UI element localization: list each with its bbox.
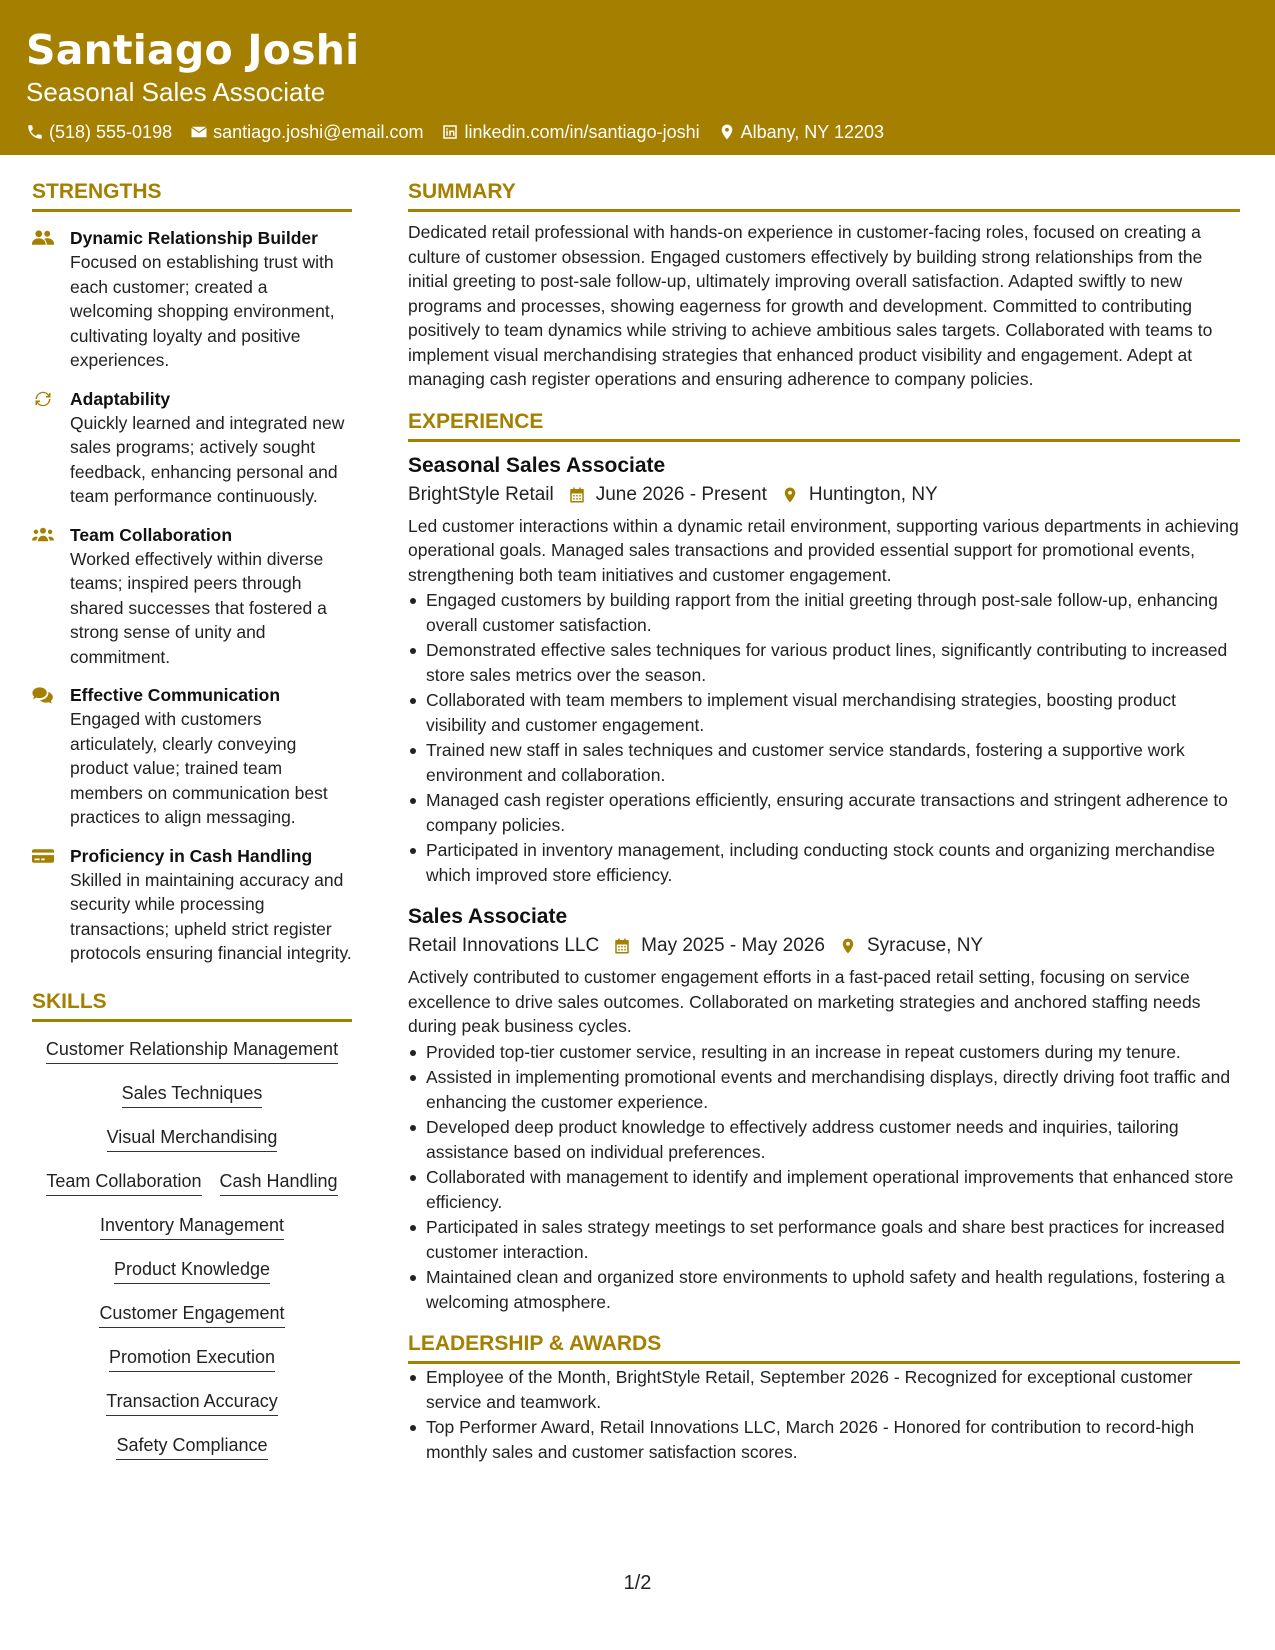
- strength-title: Team Collaboration: [70, 524, 233, 545]
- job-title: Sales Associate: [408, 905, 568, 928]
- job-dates: June 2026 - Present: [595, 483, 767, 505]
- candidate-title: Seasonal Sales Associate: [26, 77, 326, 107]
- location-icon: [781, 486, 799, 504]
- strength-title: Effective Communication: [70, 685, 281, 705]
- contact-bar: [26, 120, 1249, 144]
- job-bullet: Assisted in implementing promotional events and merchandising displays, directly driving foot traffic and enhancing the customer experience.: [408, 1065, 1240, 1114]
- skill-tag: Sales Techniques: [122, 1081, 263, 1108]
- strength-item: [32, 523, 352, 670]
- left-column: [32, 178, 352, 1470]
- job-entry: [408, 452, 1240, 888]
- chat-icon: [32, 686, 54, 704]
- skills-heading: SKILLS: [32, 988, 352, 1022]
- skill-tag: Transaction Accuracy: [106, 1389, 277, 1416]
- job-description: Led customer interactions within a dynamic retail environment, supporting various departments in achieving operational goals. Managed sales transactions and provided essential support for promotional events, strengthening both team initiatives and customer engagement.: [408, 515, 1239, 585]
- phone-icon: [26, 123, 44, 141]
- awards-section: [408, 1330, 1240, 1464]
- strength-item: [32, 226, 352, 373]
- job-location: Syracuse, NY: [866, 935, 984, 956]
- strength-desc: Engaged with customers articulately, clearly conveying product value; trained team members on communication best practices to align messaging.: [70, 709, 328, 827]
- job-meta: [408, 933, 1240, 959]
- skill-tag: Customer Engagement: [99, 1301, 284, 1328]
- candidate-name: Santiago Joshi: [26, 26, 360, 74]
- job-title: Seasonal Sales Associate: [408, 453, 666, 477]
- strength-item: [32, 683, 352, 830]
- location-icon: [839, 937, 857, 955]
- awards-heading: LEADERSHIP & AWARDS: [408, 1330, 1240, 1364]
- linkedin-icon: [441, 123, 459, 141]
- strength-title: Dynamic Relationship Builder: [70, 228, 318, 248]
- job-bullet: Managed cash register operations efficiently, ensuring accurate transactions and stringent adherence to company policies.: [408, 788, 1240, 837]
- location-icon: [718, 123, 736, 141]
- experience-section: [408, 408, 1240, 1315]
- skills-section: [32, 988, 352, 1470]
- calendar-icon: [568, 486, 586, 504]
- phone-text[interactable]: (518) 555-0198: [49, 122, 173, 142]
- email-text[interactable]: santiago.joshi@email.com: [213, 122, 424, 142]
- location-text: Albany, NY 12203: [740, 122, 885, 142]
- credit-card-icon: [32, 847, 54, 865]
- strength-desc: Quickly learned and integrated new sales programs; actively sought feedback, enhancing personal and team performance continuously.: [70, 412, 345, 506]
- skill-tag: Promotion Execution: [109, 1345, 275, 1372]
- linkedin-text[interactable]: linkedin.com/in/santiago-joshi: [464, 122, 700, 142]
- strength-desc: Worked effectively within diverse teams; inspired peers through shared successes that fostered a strong sense of unity and commitment.: [70, 548, 327, 667]
- strength-item: [32, 844, 352, 966]
- summary-heading: SUMMARY: [408, 178, 1240, 212]
- skill-tag: Cash Handling: [220, 1169, 338, 1196]
- award-item: Top Performer Award, Retail Innovations LLC, March 2026 - Honored for contribution to record-high monthly sales and customer satisfaction scores.: [408, 1415, 1240, 1464]
- job-bullet: Participated in sales strategy meetings to set performance goals and share best practices for increased customer interaction.: [408, 1215, 1240, 1264]
- job-bullet: Trained new staff in sales techniques and customer service standards, fostering a supportive work environment and collaboration.: [408, 738, 1240, 787]
- strengths-heading: STRENGTHS: [32, 178, 352, 212]
- skill-tag: Customer Relationship Management: [46, 1037, 338, 1064]
- group-icon: [32, 526, 54, 544]
- job-location: Huntington, NY: [808, 483, 938, 505]
- experience-heading: EXPERIENCE: [408, 408, 1240, 442]
- job-entry: [408, 903, 1240, 1314]
- job-dates: May 2025 - May 2026: [641, 935, 825, 956]
- job-bullet: Participated in inventory management, including conducting stock counts and organizing merchandise which improved store efficiency.: [408, 838, 1240, 887]
- skill-tag: Team Collaboration: [46, 1169, 201, 1196]
- strength-title: Proficiency in Cash Handling: [70, 845, 313, 866]
- job-description: Actively contributed to customer engagement efforts in a fast-paced retail setting, focusing on service excellence to drive sales outcomes. Collaborated on marketing strategies and anchored staffing needs during peak business cycles.: [408, 967, 1201, 1036]
- job-bullet: Collaborated with management to identify and implement operational improvements that enhanced store efficiency.: [408, 1165, 1240, 1214]
- skill-tag: Product Knowledge: [114, 1257, 270, 1284]
- strength-desc: Focused on establishing trust with each customer; created a welcoming shopping environment, cultivating loyalty and positive experiences.: [70, 252, 335, 370]
- summary-text: Dedicated retail professional with hands-on experience in customer-facing roles, focused on creating a culture of customer obsession. Engaged customers effectively by building strong relationships from the initial greeting to post-sale follow-up, ultimately improving overall satisfaction. Adapted swiftly to new programs and processes, showing eagerness for growth and development. Committed to contributing positively to team dynamics while striving to achieve ambitious sales targets. Collaborated with teams to implement visual merchandising strategies that enhanced product visibility and engagement. Adept at managing cash register operations and ensuring adherence to company policies.: [408, 222, 1213, 389]
- contact-email: [190, 120, 423, 144]
- strength-desc: Skilled in maintaining accuracy and security while processing transactions; upheld strict register protocols ensuring financial integrity.: [70, 869, 352, 963]
- calendar-icon: [613, 937, 631, 955]
- job-meta: [408, 482, 1240, 508]
- email-icon: [190, 123, 208, 141]
- skill-tag: Visual Merchandising: [107, 1125, 278, 1152]
- strength-title: Adaptability: [70, 388, 171, 409]
- job-bullets: [408, 1040, 1240, 1315]
- award-item: Employee of the Month, BrightStyle Retail, September 2026 - Recognized for exceptional customer service and teamwork.: [408, 1365, 1240, 1414]
- right-column: [408, 178, 1240, 1465]
- job-bullet: Developed deep product knowledge to effectively address customer needs and inquiries, tailoring assistance based on individual preferences.: [408, 1115, 1240, 1164]
- job-bullets: [408, 588, 1240, 887]
- strength-item: [32, 387, 352, 509]
- skill-tag: Inventory Management: [100, 1213, 284, 1240]
- job-bullet: Collaborated with team members to implement visual merchandising strategies, boosting product visibility and customer engagement.: [408, 688, 1240, 737]
- job-bullet: Maintained clean and organized store environments to uphold safety and health regulations, fostering a welcoming atmosphere.: [408, 1265, 1240, 1314]
- users-icon: [32, 229, 54, 247]
- contact-linkedin: [441, 120, 699, 144]
- job-company: BrightStyle Retail: [408, 483, 554, 505]
- job-bullet: Demonstrated effective sales techniques for various product lines, significantly contributing to increased store sales metrics over the season.: [408, 638, 1240, 687]
- skill-tag: Safety Compliance: [116, 1433, 267, 1460]
- awards-list: [408, 1365, 1240, 1464]
- job-company: Retail Innovations LLC: [408, 935, 600, 956]
- page-number: 1/2: [623, 1572, 652, 1594]
- contact-phone: [26, 120, 172, 144]
- job-bullet: Provided top-tier customer service, resulting in an increase in repeat customers during my tenure.: [408, 1040, 1240, 1065]
- resume-header: [0, 0, 1275, 155]
- skills-list: [32, 1030, 352, 1470]
- job-bullet: Engaged customers by building rapport from the initial greeting through post-sale follow-up, enhancing overall customer satisfaction.: [408, 588, 1240, 637]
- contact-location: [718, 120, 884, 144]
- sync-icon: [32, 390, 54, 408]
